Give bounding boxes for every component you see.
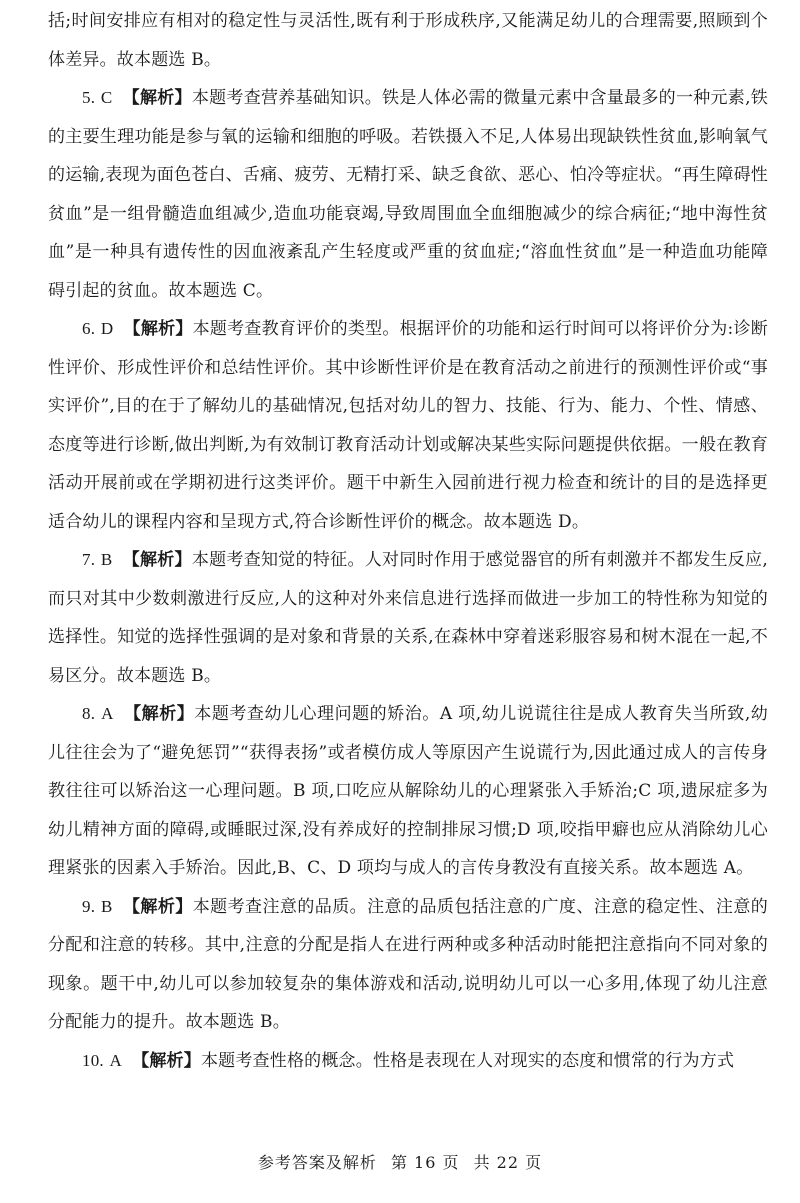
analysis-tag: 【解析】 [122, 550, 192, 570]
item-number: 10. [82, 1050, 104, 1070]
item-answer: A [109, 1050, 122, 1070]
continuation-paragraph: 括;时间安排应有相对的稳定性与灵活性,既有利于形成秩序,又能满足幼儿的合理需要,照顾到个体差异。故本题选 B。 [48, 11, 768, 70]
item-text: 本题考查营养基础知识。铁是人体必需的微量元素中含量最多的一种元素,铁的主要生理功能是参与氧的运输和细胞的呼吸。若铁摄入不足,人体易出现缺铁性贫血,影响氧气的运输,表现为面色苍白、舌痛、疲劳、无精打采、缺乏食欲、恶心、怕冷等症状。“再生障碍性贫血”是一组骨髓造血组减少,造血功能衰竭,导致周围血全血细胞减少的综合病征;“地中海性贫血”是一种具有遗传性的因血液紊乱产生轻度或严重的贫血症;“溶血性贫血”是一种造血功能障碍引起的贫血。故本题选 C。 [48, 88, 768, 301]
item-answer: B [101, 896, 113, 916]
answer-item-7 [48, 541, 768, 695]
item-answer: A [101, 704, 114, 723]
item-number: 5. [82, 88, 96, 107]
item-number: 6. [82, 319, 96, 338]
item-text: 本题考查性格的概念。性格是表现在人对现实的态度和惯常的行为方式 [200, 1050, 735, 1071]
page-number: 第 16 页 [390, 1153, 460, 1172]
item-text: 本题考查知觉的特征。人对同时作用于感觉器官的所有刺激并不都发生反应,而只对其中少数刺激进行反应,人的这种对外来信息进行选择而做进一步加工的特性称为知觉的选择性。知觉的选择性强调的是对象和背景的关系,在森林中穿着迷彩服容易和树木混在一起,不易区分。故本题选 B。 [48, 550, 768, 686]
page-total: 共 22 页 [473, 1153, 543, 1172]
answer-content [48, 2, 768, 1080]
answer-item-8 [48, 695, 768, 888]
item-answer: D [100, 319, 114, 338]
analysis-tag: 【解析】 [122, 88, 192, 108]
analysis-tag: 【解析】 [123, 319, 193, 339]
item-number: 7. [82, 550, 96, 569]
answer-item-5 [48, 79, 768, 310]
item-number: 8. [82, 704, 96, 723]
item-text: 本题考查注意的品质。注意的品质包括注意的广度、注意的稳定性、注意的分配和注意的转移。其中,注意的分配是指人在进行两种或多种活动时能把注意指向不同对象的现象。题干中,幼儿可以参加较复杂的集体游戏和活动,说明幼儿可以一心多用,体现了幼儿注意分配能力的提升。故本题选 B。 [48, 896, 768, 1032]
item-answer: C [100, 88, 113, 107]
answer-item-10 [48, 1042, 768, 1081]
analysis-tag: 【解析】 [132, 1050, 201, 1071]
item-text: 本题考查教育评价的类型。根据评价的功能和运行时间可以将评价分为:诊断性评价、形成性评价和总结性评价。其中诊断性评价是在教育活动之前进行的预测性评价或“事实评价”,目的在于了解幼儿的基础情况,包括对幼儿的智力、技能、行为、能力、个性、情感、态度等进行诊断,做出判断,为有效制订教育活动计划或解决某些实际问题提供依据。一般在教育活动开展前或在学期初进行这类评价。题干中新生入园前进行视力检查和统计的目的是选择更适合幼儿的课程内容和呈现方式,符合诊断性评价的概念。故本题选 D。 [48, 319, 768, 532]
page-footer [0, 1150, 800, 1173]
footer-title: 参考答案及解析 [257, 1153, 377, 1172]
answer-item-6 [48, 310, 768, 541]
answer-item-9 [48, 888, 768, 1042]
item-answer: B [100, 550, 113, 569]
item-number: 9. [82, 896, 96, 916]
analysis-tag: 【解析】 [122, 896, 193, 917]
item-text: 本题考查幼儿心理问题的矫治。A 项,幼儿说谎往往是成人教育失当所致,幼儿往往会为了“避免惩罚”“获得表扬”或者模仿成人等原因产生说谎行为,因此通过成人的言传身教往往可以矫治这一心理问题。B 项,口吃应从解除幼儿的心理紧张入手矫治;C 项,遗尿症多为幼儿精神方面的障碍,或睡眠过深,没有养成好的控制排尿习惯;D 项,咬指甲癖也应从消除幼儿心理紧张的因素入手矫治。因此,B、C、D 项均与成人的言传身教没有直接关系。故本题选 A。 [48, 704, 768, 878]
analysis-tag: 【解析】 [123, 704, 195, 724]
